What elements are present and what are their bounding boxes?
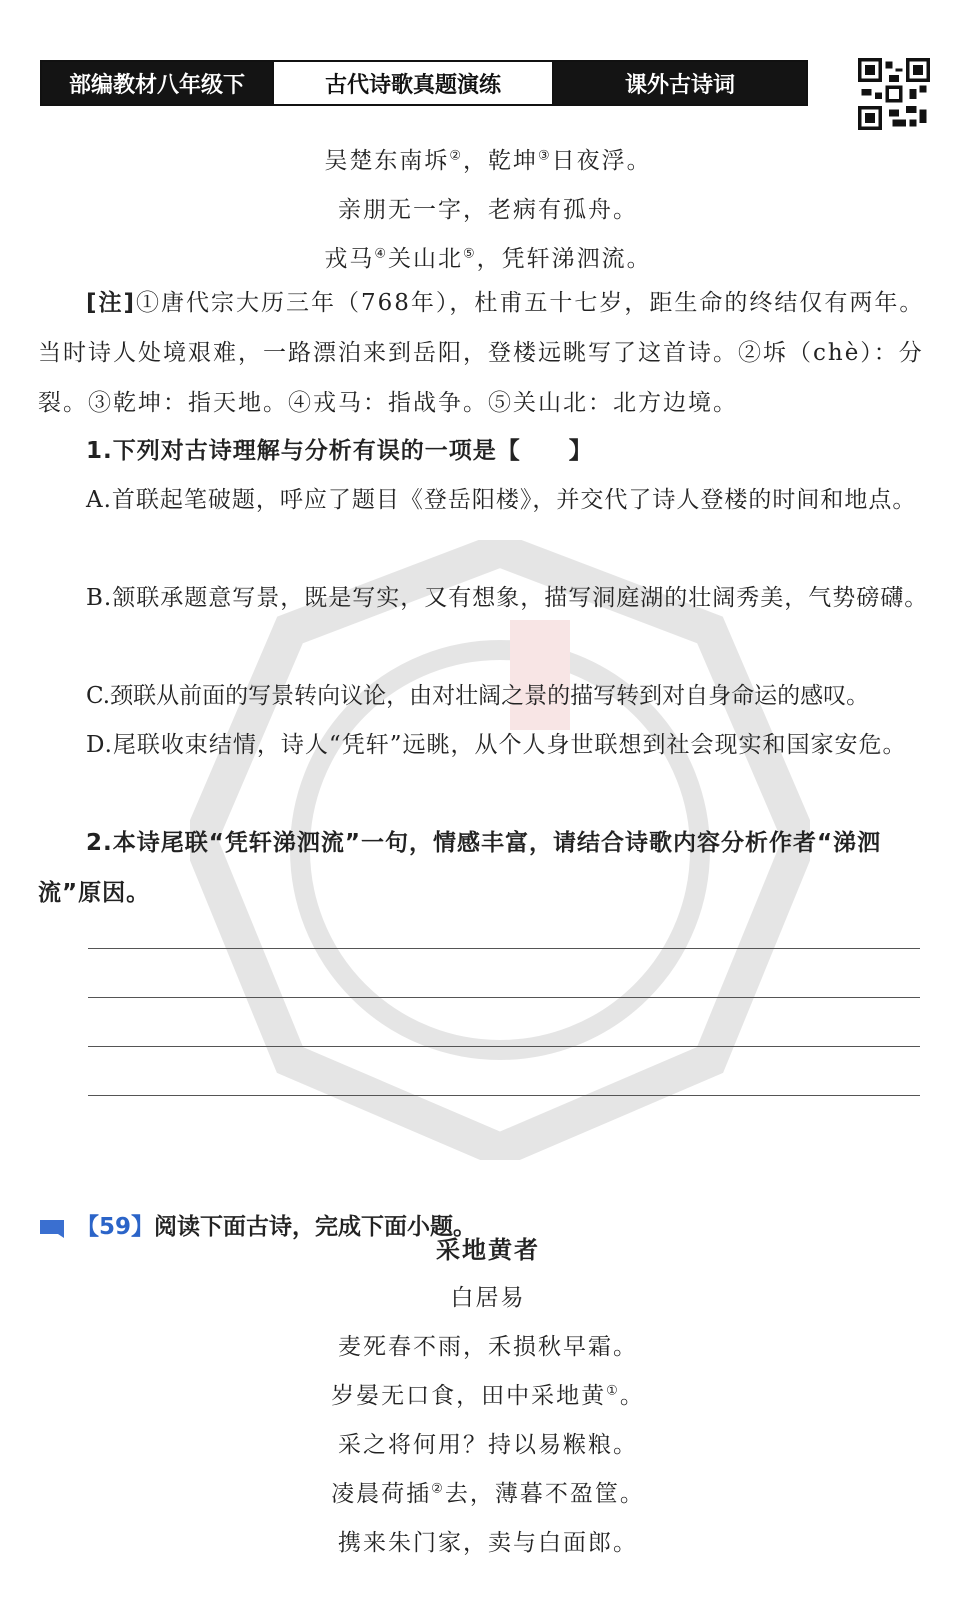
footnote-marker: ① — [606, 1383, 620, 1399]
question-1-option-b: B.颔联承题意写景，既是写实，又有想象，描写洞庭湖的壮阔秀美，气势磅礴。 — [86, 585, 929, 611]
poem1-line-3 — [0, 240, 976, 273]
footnote-marker: ⑤ — [463, 246, 477, 262]
answer-line[interactable] — [88, 997, 920, 998]
note-text: ①唐代宗大历三年（768年），杜甫五十七岁，距生命的终结仅有两年。当时诗人处境艰难，一路漂泊来到岳阳，登楼远眺写了这首诗。②坼（chè）：分裂。③乾坤：指天地。④戎马：指战争。⑤关山北：北方边境。 — [38, 290, 925, 416]
poem2-author: 白居易 — [450, 1285, 526, 1311]
poem2-title: 采地黄者 — [436, 1236, 540, 1264]
poem2-line-3: 采之将何用？持以易糇粮。 — [338, 1432, 638, 1458]
footnote-marker: ③ — [538, 148, 552, 164]
poem1-line-1 — [0, 142, 976, 175]
poem2-text: 岁晏无口食，田中采地黄 — [331, 1383, 607, 1409]
poem2-text: 凌晨荷插 — [331, 1481, 432, 1507]
poem2-line-4 — [0, 1475, 976, 1508]
question-1-stem: 1.下列对古诗理解与分析有误的一项是【 】 — [86, 438, 593, 464]
question-2-stem: 2.本诗尾联“凭轩涕泗流”一句，情感丰富，请结合诗歌内容分析作者“涕泗流”原因。 — [38, 830, 882, 906]
footnote-marker: ② — [449, 148, 463, 164]
answer-line[interactable] — [88, 1095, 920, 1096]
poem2-line-2 — [0, 1377, 976, 1410]
poem1-text: 日夜浮。 — [551, 148, 652, 174]
footnote-marker: ④ — [374, 246, 388, 262]
header-title: 古代诗歌真题演练 — [272, 62, 554, 104]
poem2-text: 去，薄暮不盈筐。 — [444, 1481, 645, 1507]
poem1-line-2: 亲朋无一字，老病有孤舟。 — [338, 197, 638, 223]
question-1-option-a: A.首联起笔破题，呼应了题目《登岳阳楼》，并交代了诗人登楼的时间和地点。 — [86, 487, 917, 513]
answer-line[interactable] — [88, 1046, 920, 1047]
poem2-line-5: 携来朱门家，卖与白面郎。 — [338, 1530, 638, 1556]
poem1-text: 戎马 — [324, 246, 375, 272]
note-label: [注] — [86, 290, 137, 316]
question-1-option-d: D.尾联收束结情，诗人“凭轩”远眺，从个人身世联想到社会现实和国家安危。 — [86, 732, 907, 758]
footnote-marker: ② — [431, 1481, 445, 1497]
header-grade: 部编教材八年级下 — [42, 62, 272, 104]
poem2-line-1: 麦死春不雨，禾损秋早霜。 — [338, 1334, 638, 1360]
poem1-text: ，乾坤 — [463, 148, 538, 174]
section-instruction: 阅读下面古诗，完成下面小题。 — [154, 1214, 477, 1240]
section-number: 【59】 — [76, 1214, 155, 1240]
poem1-text: 吴楚东南坼 — [324, 148, 450, 174]
answer-line[interactable] — [88, 948, 920, 949]
poem1-text: ，凭轩涕泗流。 — [476, 246, 652, 272]
header-category: 课外古诗词 — [554, 62, 806, 104]
poem1-text: 关山北 — [388, 246, 463, 272]
qr-code-icon — [858, 58, 930, 130]
question-1-option-c: C.颈联从前面的写景转向议论，由对壮阔之景的描写转到对自身命运的感叹。 — [86, 683, 870, 709]
poem2-text: 。 — [619, 1383, 645, 1409]
header-bar — [40, 60, 808, 106]
poem1-notes — [38, 278, 943, 428]
